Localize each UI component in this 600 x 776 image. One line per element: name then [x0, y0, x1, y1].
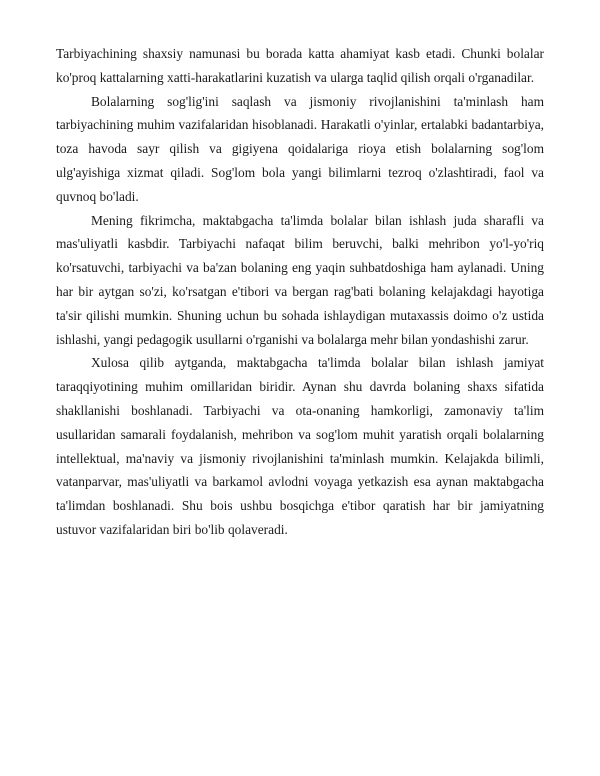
- paragraph-author-opinion: Mening fikrimcha, maktabgacha ta'limda bolalar bilan ishlash juda sharafli va mas'uliyatli kasbdir. Tarbiyachi nafaqat bilim beruvchi, balki mehribon yo'l-yo'riq ko'rsatuvchi, tarbiyachi va ba'zan bolaning eng yaqin suhbatdoshiga ham aylanadi. Uning har bir aytgan so'zi, ko'rsatgan e'tibori va bergan rag'bati bolaning kelajakdagi hayotiga ta'sir qilishi mumkin. Shuning uchun bu sohada ishlaydigan mutaxassis doimo o'z ustida ishlashi, yangi pedagogik usullarni o'rganishi va bolalarga mehr bilan yondashishi zarur.: [56, 212, 544, 347]
- document-page: [56, 42, 544, 542]
- paragraph-child-health: Bolalarning sog'lig'ini saqlash va jismoniy rivojlanishini ta'minlash ham tarbiyachining muhim vazifalaridan hisoblanadi. Harakatli o'yinlar, ertalabki badantarbiya, toza havoda sayr qilish va gigiyena qoidalariga rioya etish bolalarning sog'lom ulg'ayishiga xizmat qiladi. Sog'lom bola yangi bilimlarni tezroq o'zlashtiradi, faol va quvnoq bo'ladi.: [56, 93, 544, 204]
- paragraph-teacher-example: Tarbiyachining shaxsiy namunasi bu borada katta ahamiyat kasb etadi. Chunki bolalar ko'proq kattalarning xatti-harakatlarini kuzatish va ularga taqlid qilish orqali o'rganadilar.: [56, 46, 544, 85]
- paragraph-conclusion: Xulosa qilib aytganda, maktabgacha ta'limda bolalar bilan ishlash jamiyat taraqqiyotining muhim omillaridan biridir. Aynan shu davrda bolaning shaxs sifatida shakllanishi boshlanadi. Tarbiyachi va ota-onaning hamkorligi, zamonaviy ta'lim usullaridan samarali foydalanish, mehribon va sog'lom muhit yaratish orqali bolalarning intellektual, ma'naviy va jismoniy rivojlanishini ta'minlash mumkin. Kelajakda bilimli, vatanparvar, mas'uliyatli va barkamol avlodni voyaga yetkazish esa aynan maktabgacha ta'limdan boshlanadi. Shu bois ushbu bosqichga e'tibor qaratish har bir jamiyatning ustuvor vazifalaridan biri bo'lib qolaveradi.: [56, 355, 544, 537]
